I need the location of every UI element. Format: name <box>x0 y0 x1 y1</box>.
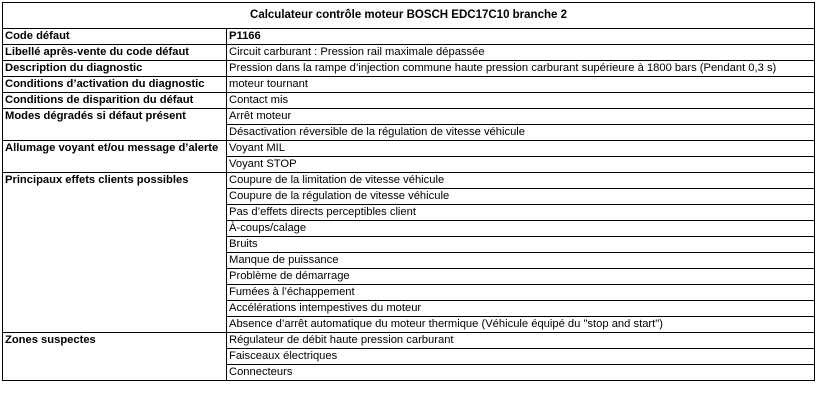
row-value: Régulateur de débit haute pression carburant <box>227 333 815 349</box>
row-value: Coupure de la régulation de vitesse véhicule <box>227 189 815 205</box>
table-row <box>3 141 815 157</box>
diagnostic-table <box>2 2 815 381</box>
row-value: Arrêt moteur <box>227 109 815 125</box>
row-value: moteur tournant <box>227 77 815 93</box>
row-value: Contact mis <box>227 93 815 109</box>
row-value: Coupure de la limitation de vitesse véhicule <box>227 173 815 189</box>
table-title: Calculateur contrôle moteur BOSCH EDC17C10 branche 2 <box>3 3 815 29</box>
diagnostic-sheet <box>2 2 814 402</box>
table-row <box>3 29 815 45</box>
row-value: À-coups/calage <box>227 221 815 237</box>
table-row <box>3 93 815 109</box>
row-value: Désactivation réversible de la régulation de vitesse véhicule <box>227 125 815 141</box>
row-label: Code défaut <box>3 29 227 45</box>
table-title-row <box>3 3 815 29</box>
row-label: Modes dégradés si défaut présent <box>3 109 227 141</box>
row-value: Connecteurs <box>227 365 815 381</box>
row-label: Libellé après-vente du code défaut <box>3 45 227 61</box>
row-label: Conditions d’activation du diagnostic <box>3 77 227 93</box>
row-label: Description du diagnostic <box>3 61 227 77</box>
row-label: Conditions de disparition du défaut <box>3 93 227 109</box>
table-row <box>3 173 815 189</box>
fault-code: P1166 <box>227 29 815 45</box>
row-value: Pression dans la rampe d’injection commune haute pression carburant supérieure à 1800 bars (Pendant 0,3 s) <box>227 61 815 77</box>
table-row <box>3 45 815 61</box>
row-value: Bruits <box>227 237 815 253</box>
row-label: Zones suspectes <box>3 333 227 381</box>
table-row <box>3 77 815 93</box>
row-value: Voyant STOP <box>227 157 815 173</box>
diagnostic-table-body <box>3 3 815 381</box>
row-value: Circuit carburant : Pression rail maximale dépassée <box>227 45 815 61</box>
table-row <box>3 333 815 349</box>
row-value: Voyant MIL <box>227 141 815 157</box>
row-value: Manque de puissance <box>227 253 815 269</box>
row-value: Accélérations intempestives du moteur <box>227 301 815 317</box>
table-row <box>3 61 815 77</box>
row-value: Faisceaux électriques <box>227 349 815 365</box>
row-value: Absence d’arrêt automatique du moteur thermique (Véhicule équipé du "stop and start") <box>227 317 815 333</box>
row-value: Fumées à l’échappement <box>227 285 815 301</box>
row-label: Principaux effets clients possibles <box>3 173 227 333</box>
row-label: Allumage voyant et/ou message d’alerte <box>3 141 227 173</box>
table-row <box>3 109 815 125</box>
row-value: Pas d’effets directs perceptibles client <box>227 205 815 221</box>
row-value: Problème de démarrage <box>227 269 815 285</box>
